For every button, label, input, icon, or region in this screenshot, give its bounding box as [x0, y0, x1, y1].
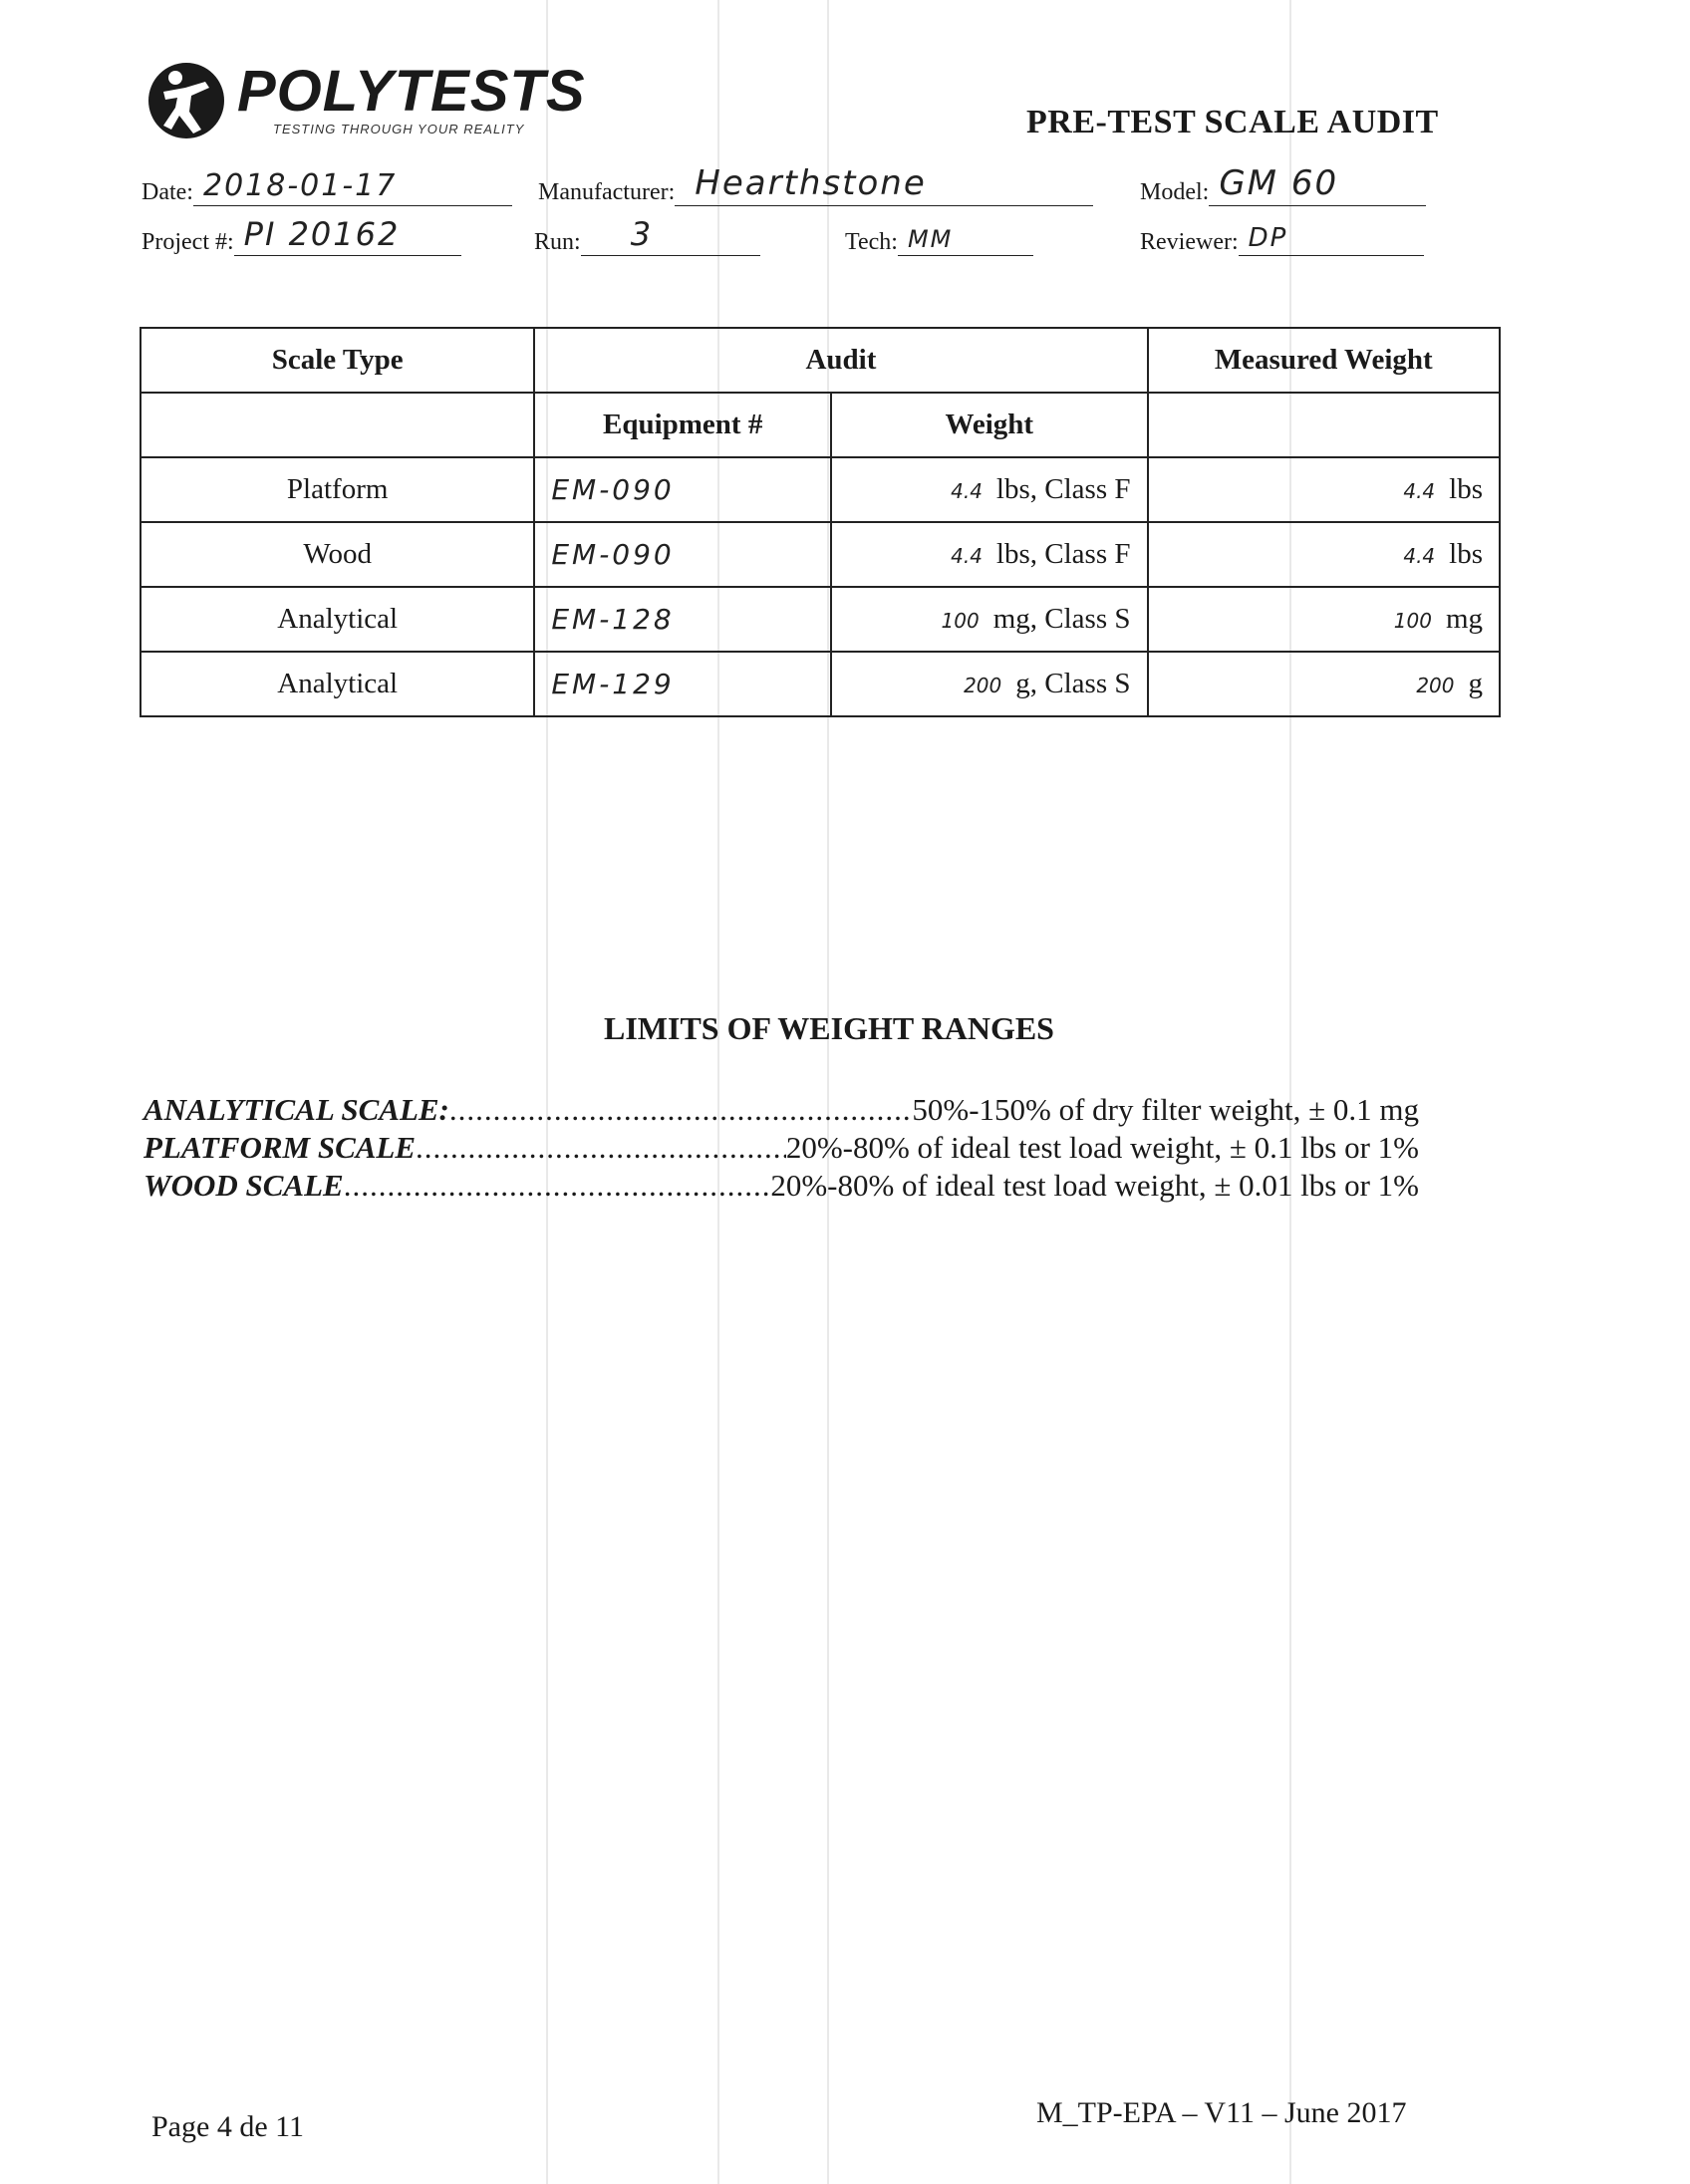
- measured-value: 200: [1416, 674, 1455, 697]
- scale-type-cell: Wood: [141, 522, 534, 587]
- weight-unit: lbs, Class F: [995, 538, 1131, 570]
- equipment-cell: [534, 587, 831, 652]
- limit-row-wood: [143, 1168, 1419, 1204]
- leader-dots: [344, 1168, 771, 1204]
- measured-cell: [1148, 587, 1501, 652]
- scale-type-header: Scale Type: [141, 328, 534, 393]
- empty-cell: [141, 393, 534, 457]
- weight-cell: [831, 652, 1148, 716]
- logo-tagline: TESTING THROUGH YOUR REALITY: [273, 122, 525, 136]
- manufacturer-field: [538, 163, 1093, 206]
- measured-weight-header: Measured Weight: [1148, 328, 1501, 393]
- weight-unit: lbs, Class F: [995, 473, 1131, 505]
- equipment-value: EM-090: [551, 472, 675, 506]
- measured-unit: lbs: [1449, 538, 1483, 570]
- tech-value: MM: [907, 225, 954, 253]
- project-label: Project #:: [141, 229, 234, 255]
- empty-cell: [1148, 393, 1501, 457]
- measured-cell: [1148, 652, 1501, 716]
- measured-value: 100: [1393, 609, 1432, 633]
- document-reference: M_TP-EPA – V11 – June 2017: [1036, 2096, 1407, 2129]
- equipment-cell: [534, 457, 831, 522]
- scale-type-cell: Analytical: [141, 652, 534, 716]
- weight-header: Weight: [831, 393, 1148, 457]
- date-label: Date:: [141, 179, 193, 205]
- table-row: [141, 457, 1500, 522]
- tech-label: Tech:: [845, 229, 898, 255]
- scale-type-cell: Platform: [141, 457, 534, 522]
- model-field: [1140, 163, 1426, 206]
- audit-header: Audit: [534, 328, 1147, 393]
- runner-in-circle-logo-icon: [145, 60, 227, 141]
- page-number: Page 4 de 11: [151, 2110, 305, 2143]
- limit-scale-range: 20%-80% of ideal test load weight, ± 0.01 lbs or 1%: [770, 1168, 1419, 1203]
- weight-value: 4.4: [951, 479, 983, 503]
- limit-scale-name: WOOD SCALE: [143, 1168, 344, 1203]
- limit-scale-range: 50%-150% of dry filter weight, ± 0.1 mg: [912, 1092, 1419, 1127]
- equipment-header: Equipment #: [534, 393, 831, 457]
- weight-value: 100: [941, 609, 980, 633]
- model-label: Model:: [1140, 179, 1210, 205]
- date-value: 2018-01-17: [202, 168, 398, 203]
- measured-unit: mg: [1445, 603, 1483, 635]
- measured-value: 4.4: [1403, 544, 1436, 568]
- limit-scale-name: PLATFORM SCALE: [143, 1130, 417, 1165]
- weight-unit: g, Class S: [1015, 668, 1131, 699]
- weight-cell: [831, 587, 1148, 652]
- manufacturer-label: Manufacturer:: [538, 179, 676, 205]
- weight-cell: [831, 522, 1148, 587]
- reviewer-label: Reviewer:: [1140, 229, 1239, 255]
- scale-type-cell: Analytical: [141, 587, 534, 652]
- page-title: PRE-TEST SCALE AUDIT: [1026, 104, 1439, 140]
- project-field: [141, 215, 461, 256]
- project-value: PI 20162: [243, 215, 401, 253]
- measured-cell: [1148, 522, 1501, 587]
- date-field: [141, 168, 512, 206]
- table-row: [141, 522, 1500, 587]
- leader-dots: [449, 1092, 913, 1128]
- weight-unit: mg, Class S: [992, 603, 1131, 635]
- tech-field: [845, 225, 1033, 256]
- scale-audit-table: [140, 327, 1501, 717]
- company-logo: [145, 56, 586, 145]
- weight-value: 4.4: [951, 544, 983, 568]
- equipment-value: EM-090: [551, 537, 675, 571]
- table-row: [141, 652, 1500, 716]
- leader-dots: [416, 1130, 786, 1166]
- limit-row-platform: [143, 1130, 1419, 1166]
- equipment-cell: [534, 522, 831, 587]
- run-value: 3: [630, 215, 654, 253]
- equipment-cell: [534, 652, 831, 716]
- run-field: [534, 215, 760, 256]
- limit-scale-name: ANALYTICAL SCALE:: [143, 1092, 449, 1127]
- limit-scale-range: 20%-80% of ideal test load weight, ± 0.1 lbs or 1%: [785, 1130, 1419, 1165]
- measured-unit: lbs: [1449, 473, 1483, 505]
- weight-cell: [831, 457, 1148, 522]
- manufacturer-value: Hearthstone: [695, 163, 927, 203]
- run-label: Run:: [534, 229, 581, 255]
- limit-row-analytical: [143, 1092, 1419, 1128]
- reviewer-value: DP: [1248, 223, 1288, 253]
- model-value: GM 60: [1219, 163, 1339, 203]
- equipment-value: EM-128: [551, 602, 675, 636]
- weight-value: 200: [964, 674, 1002, 697]
- table-header-row: [141, 328, 1500, 393]
- measured-value: 4.4: [1403, 479, 1436, 503]
- equipment-value: EM-129: [551, 667, 675, 700]
- table-subheader-row: [141, 393, 1500, 457]
- limits-title: LIMITS OF WEIGHT RANGES: [604, 1010, 1054, 1046]
- measured-unit: g: [1468, 668, 1483, 699]
- reviewer-field: [1140, 225, 1424, 256]
- table-row: [141, 587, 1500, 652]
- measured-cell: [1148, 457, 1501, 522]
- logo-name: POLYTESTS: [237, 59, 586, 124]
